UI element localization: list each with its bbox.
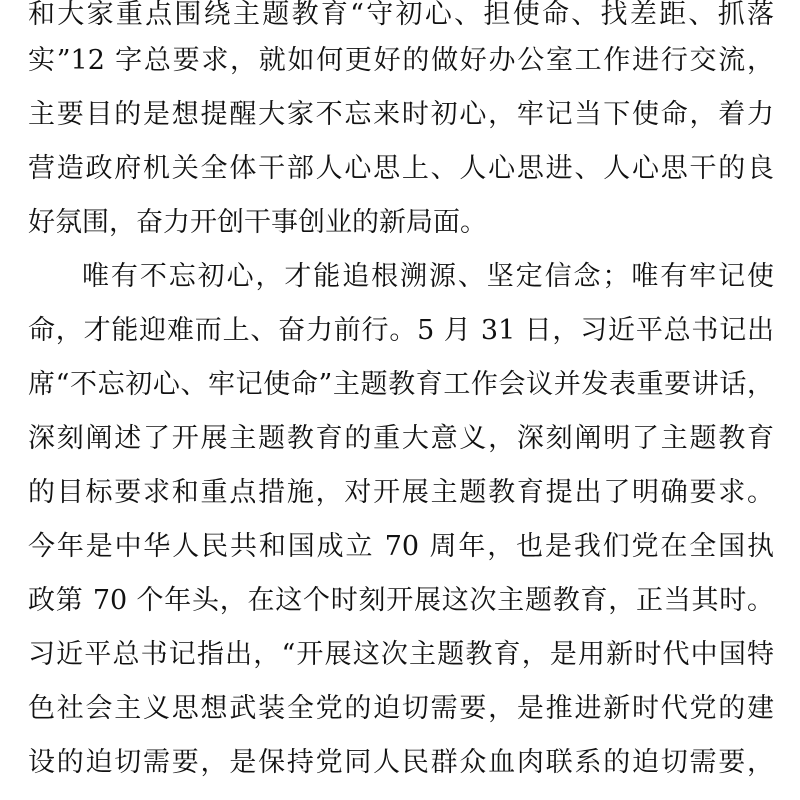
text-line: 的目标要求和重点措施，对开展主题教育提出了明确要求。 — [28, 477, 774, 508]
text-line: 深刻阐述了开展主题教育的重大意义，深刻阐明了主题教育 — [28, 423, 774, 454]
text-line: 命，才能迎难而上、奋力前行。5 月 31 日，习近平总书记出 — [28, 315, 774, 346]
text-line: 和大家重点围绕主题教育“守初心、担使命、找差距、抓落 — [28, 0, 774, 30]
text-line: 习近平总书记指出，“开展这次主题教育，是用新时代中国特 — [28, 639, 774, 670]
text-line: 营造政府机关全体干部人心思上、人心思进、人心思干的良 — [28, 153, 774, 184]
text-line: 主要目的是想提醒大家不忘来时初心，牢记当下使命，着力 — [28, 99, 774, 130]
text-line: 设的迫切需要，是保持党同人民群众血肉联系的迫切需要， — [28, 747, 774, 778]
text-line: 今年是中华人民共和国成立 70 周年，也是我们党在全国执 — [28, 531, 774, 562]
text-line: 唯有不忘初心，才能追根溯源、坚定信念；唯有牢记使 — [82, 261, 774, 292]
text-line: 政第 70 个年头，在这个时刻开展这次主题教育，正当其时。 — [28, 585, 774, 616]
text-line: 席“不忘初心、牢记使命”主题教育工作会议并发表重要讲话， — [28, 369, 774, 400]
text-line: 色社会主义思想武装全党的迫切需要，是推进新时代党的建 — [28, 693, 774, 724]
text-line: 实”12 字总要求，就如何更好的做好办公室工作进行交流， — [28, 45, 774, 76]
text-line: 好氛围，奋力开创干事创业的新局面。 — [28, 207, 487, 238]
